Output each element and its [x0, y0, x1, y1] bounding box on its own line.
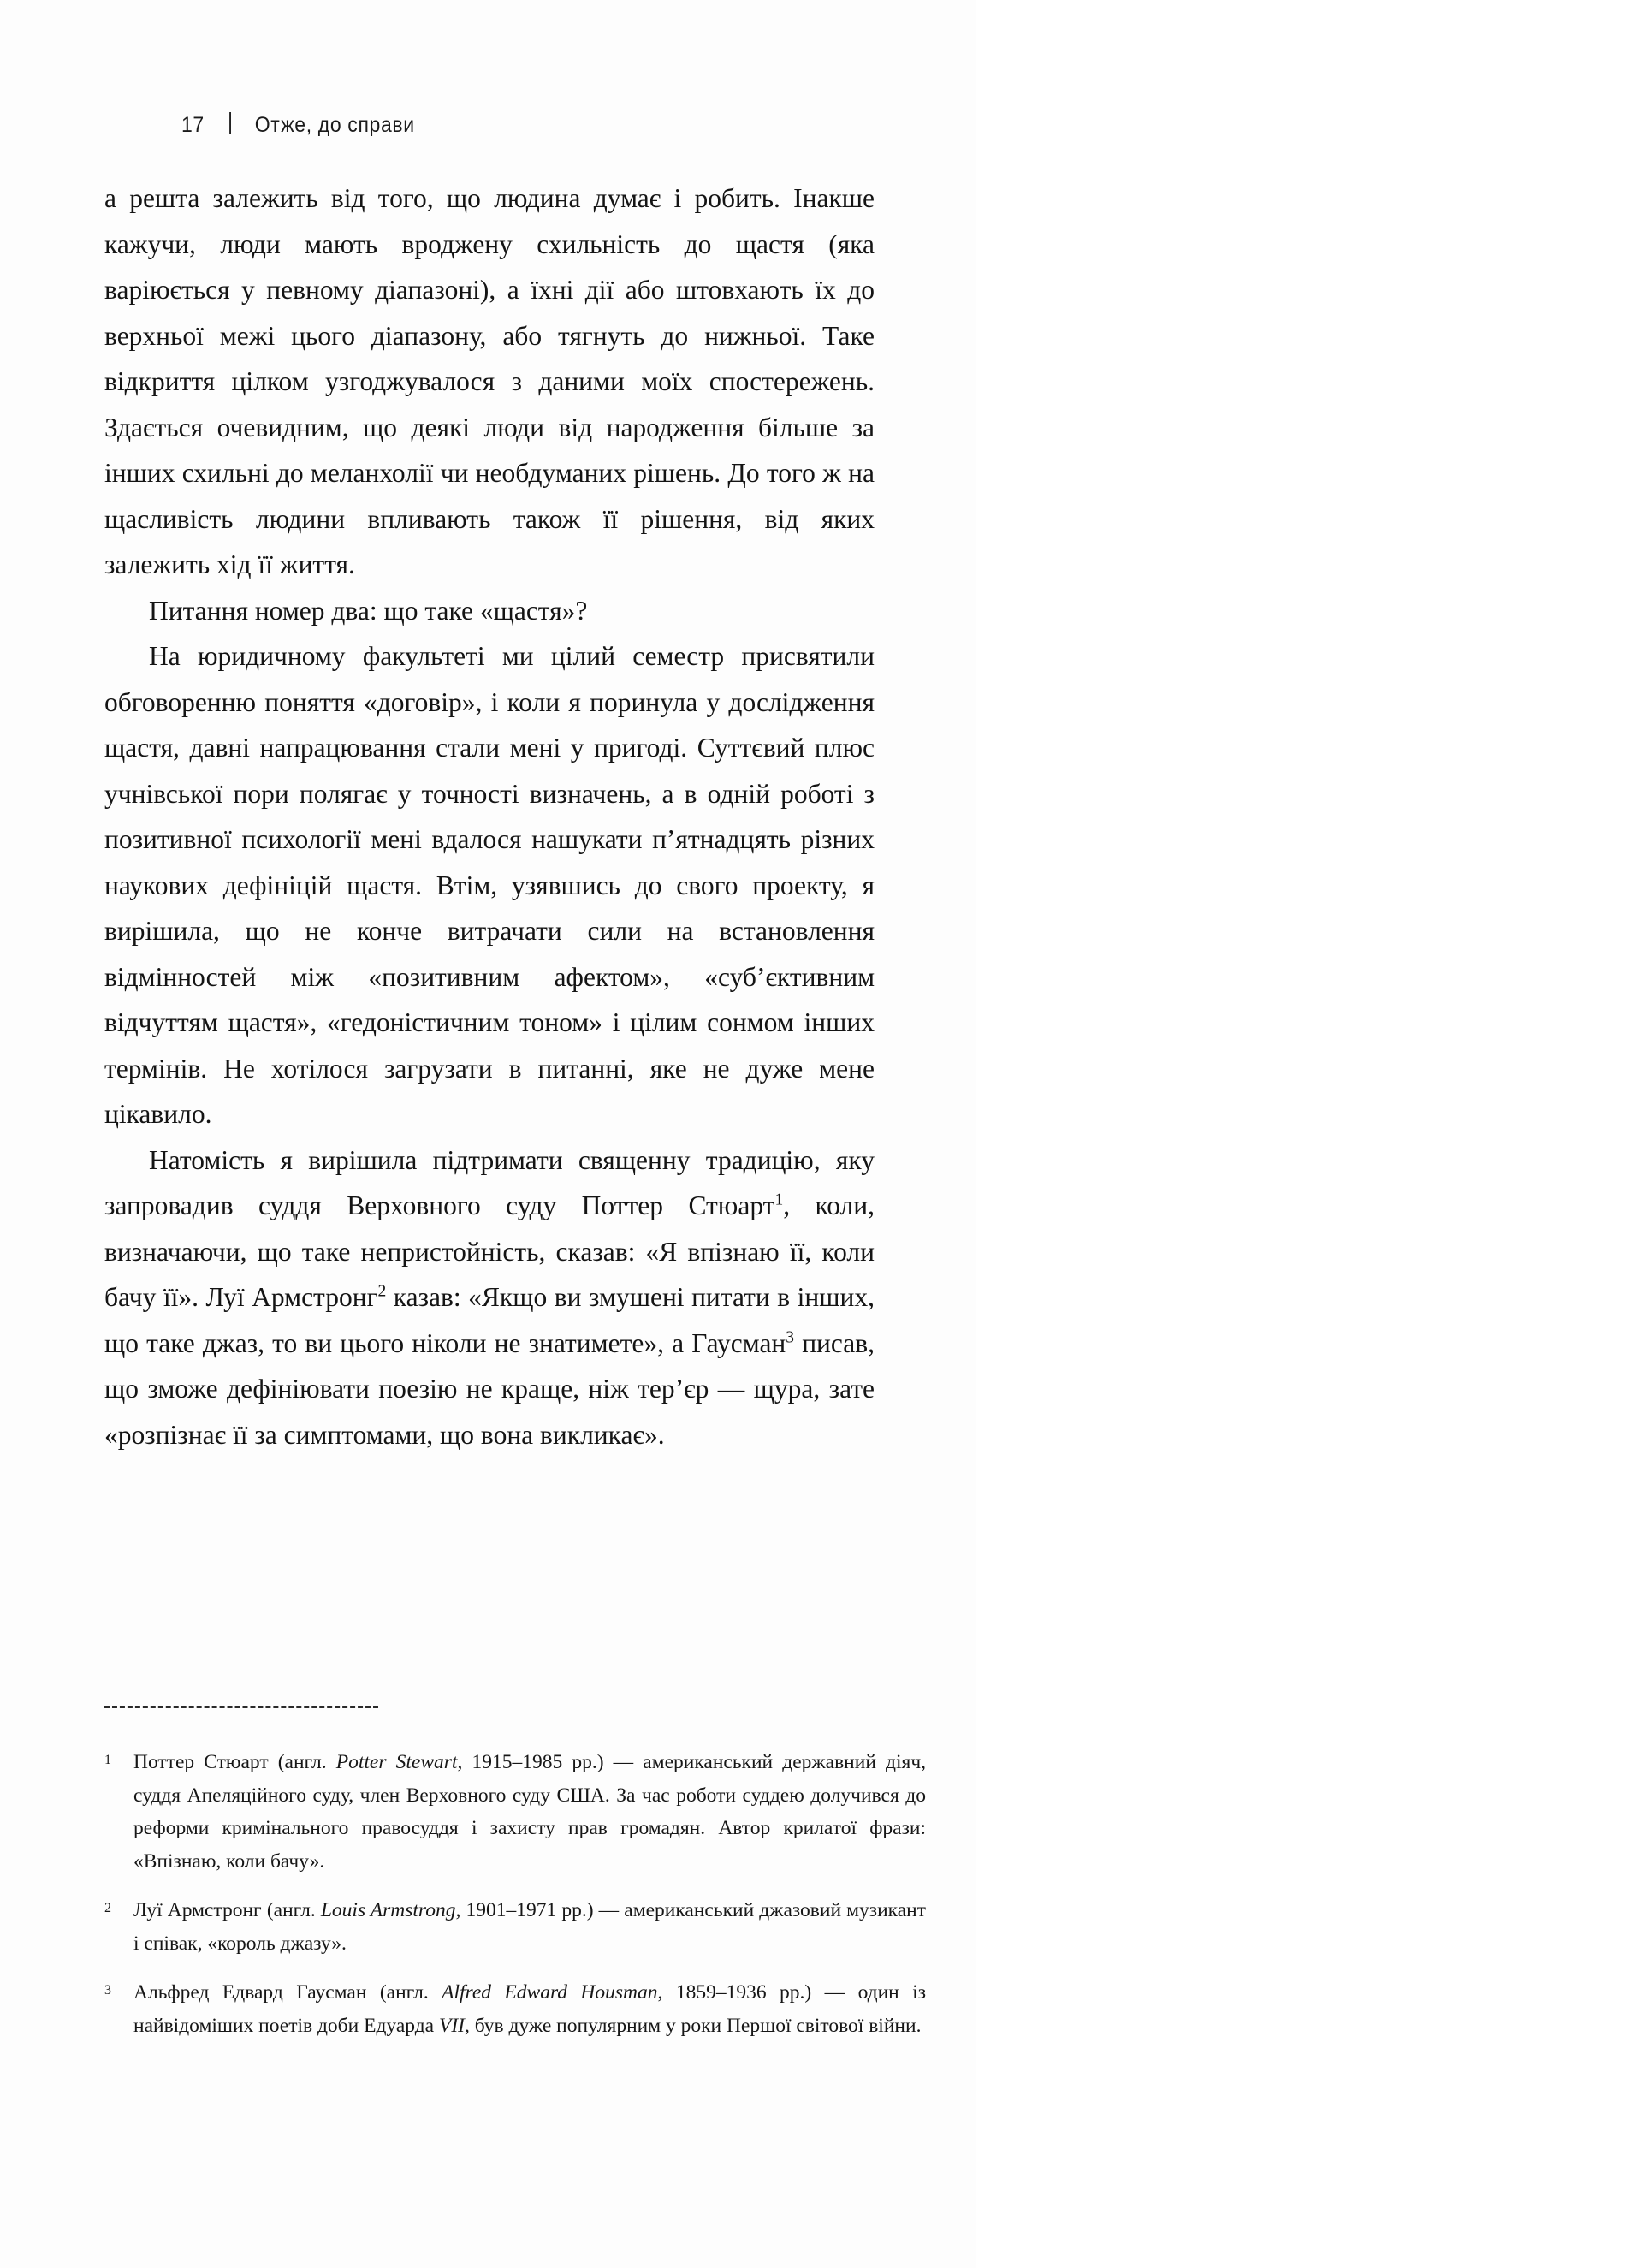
- chapter-title: Отже, до справи: [254, 113, 415, 137]
- footnote-marker-2: 2: [104, 1901, 111, 1915]
- paragraph-continuation: а решта залежить від того, що людина думає і робить. Інакше кажучи, люди мають вроджену схильність до щастя (яка варіюється у певному діапазоні), а їхні дії або штовхають їх до верхньої межі цього діапазону, або тягнуть до нижньої. Таке відкриття цілком узгоджувалося з даними моїх спостережень. Здається очевидним, що деякі люди від народження більше за інших схильні до меланхолії чи необдуманих рішень. До того ж на щасливість людини впливають також її рішення, від яких залежить хід її життя.: [104, 183, 875, 579]
- footnote-text: Альфред Едвард Гаусман (англ. Alfred Edward Housman, 1859–1936 рр.) — один із найвідоміших поетів доби Едуарда VII, був дуже популярним у роки Першої світової війни.: [133, 1981, 926, 2037]
- footnote-entry: [104, 1894, 926, 1960]
- footnote-entry: [104, 1976, 926, 2042]
- italic-term: Alfred Edward Housman: [442, 1981, 658, 2004]
- footnote-text: Поттер Стюарт (англ. Potter Stewart, 1915–1985 рр.) — американський державний діяч, суддя Апеляційного суду, член Верховного суду США. За час роботи суддею долучився до реформи кримінального правосуддя і захисту прав громадян. Автор крилатої фрази: «Впізнаю, коли бачу».: [133, 1751, 927, 1873]
- footnote-reference-1[interactable]: 1: [774, 1190, 784, 1209]
- footnote-marker-1: 1: [104, 1753, 111, 1767]
- paragraph-tradition: Натомість я вирішила підтримати священну традицію, яку запровадив суддя Верховного суду Поттер Стюарт$^1$, коли, визначаючи, що таке непристойність, сказав: «Я впізнаю її, коли бачу її». Луї Армстронг$^2$ казав: «Якщо ви змушені питати в інших, що таке джаз, то ви цього ніколи не знатимете», а Гаусман$^3$ писав, що зможе дефініювати поезію не краще, ніж тер’єр — щура, зате «розпізнає її за симптомами, що вона викликає».: [104, 1144, 875, 1450]
- paragraph-question: Питання номер два: що таке «щастя»?: [149, 595, 588, 626]
- body-text: [104, 175, 875, 1458]
- italic-term: VII: [438, 2014, 465, 2037]
- footnote-list: [104, 1746, 926, 2058]
- running-head-divider: [229, 112, 231, 134]
- footnote-reference-3[interactable]: 3: [786, 1328, 795, 1346]
- footnote-reference-2[interactable]: 2: [377, 1282, 387, 1301]
- page-number: 17: [181, 113, 205, 137]
- footnote-text: Луї Армстронг (англ. Louis Armstrong, 1901–1971 рр.) — американський джазовий музикант і співак, «король джазу».: [133, 1899, 926, 1955]
- footnote-entry: [104, 1746, 926, 1878]
- footnote-separator: [104, 1706, 378, 1708]
- running-head: [181, 110, 415, 138]
- footnote-marker-3: 3: [104, 1983, 111, 1998]
- italic-term: Louis Armstrong: [320, 1899, 456, 1921]
- paragraph-definitions: На юридичному факультеті ми цілий семестр присвятили обговоренню поняття «договір», і коли я поринула у дослідження щастя, давні напрацювання стали мені у пригоді. Суттєвий плюс учнівської пори полягає у точності визначень, а в одній роботі з позитивної психології мені вдалося нашукати п’ятнадцять різних наукових дефініцій щастя. Втім, узявшись до свого проекту, я вирішила, що не конче витрачати сили на встановлення відмінностей між «позитивним афектом», «суб’єктивним відчуттям щастя», «гедоністичним тоном» і цілим сонмом інших термінів. Не хотілося загрузати в питанні, яке не дуже мене цікавило.: [104, 641, 875, 1129]
- italic-term: Potter Stewart: [335, 1751, 458, 1773]
